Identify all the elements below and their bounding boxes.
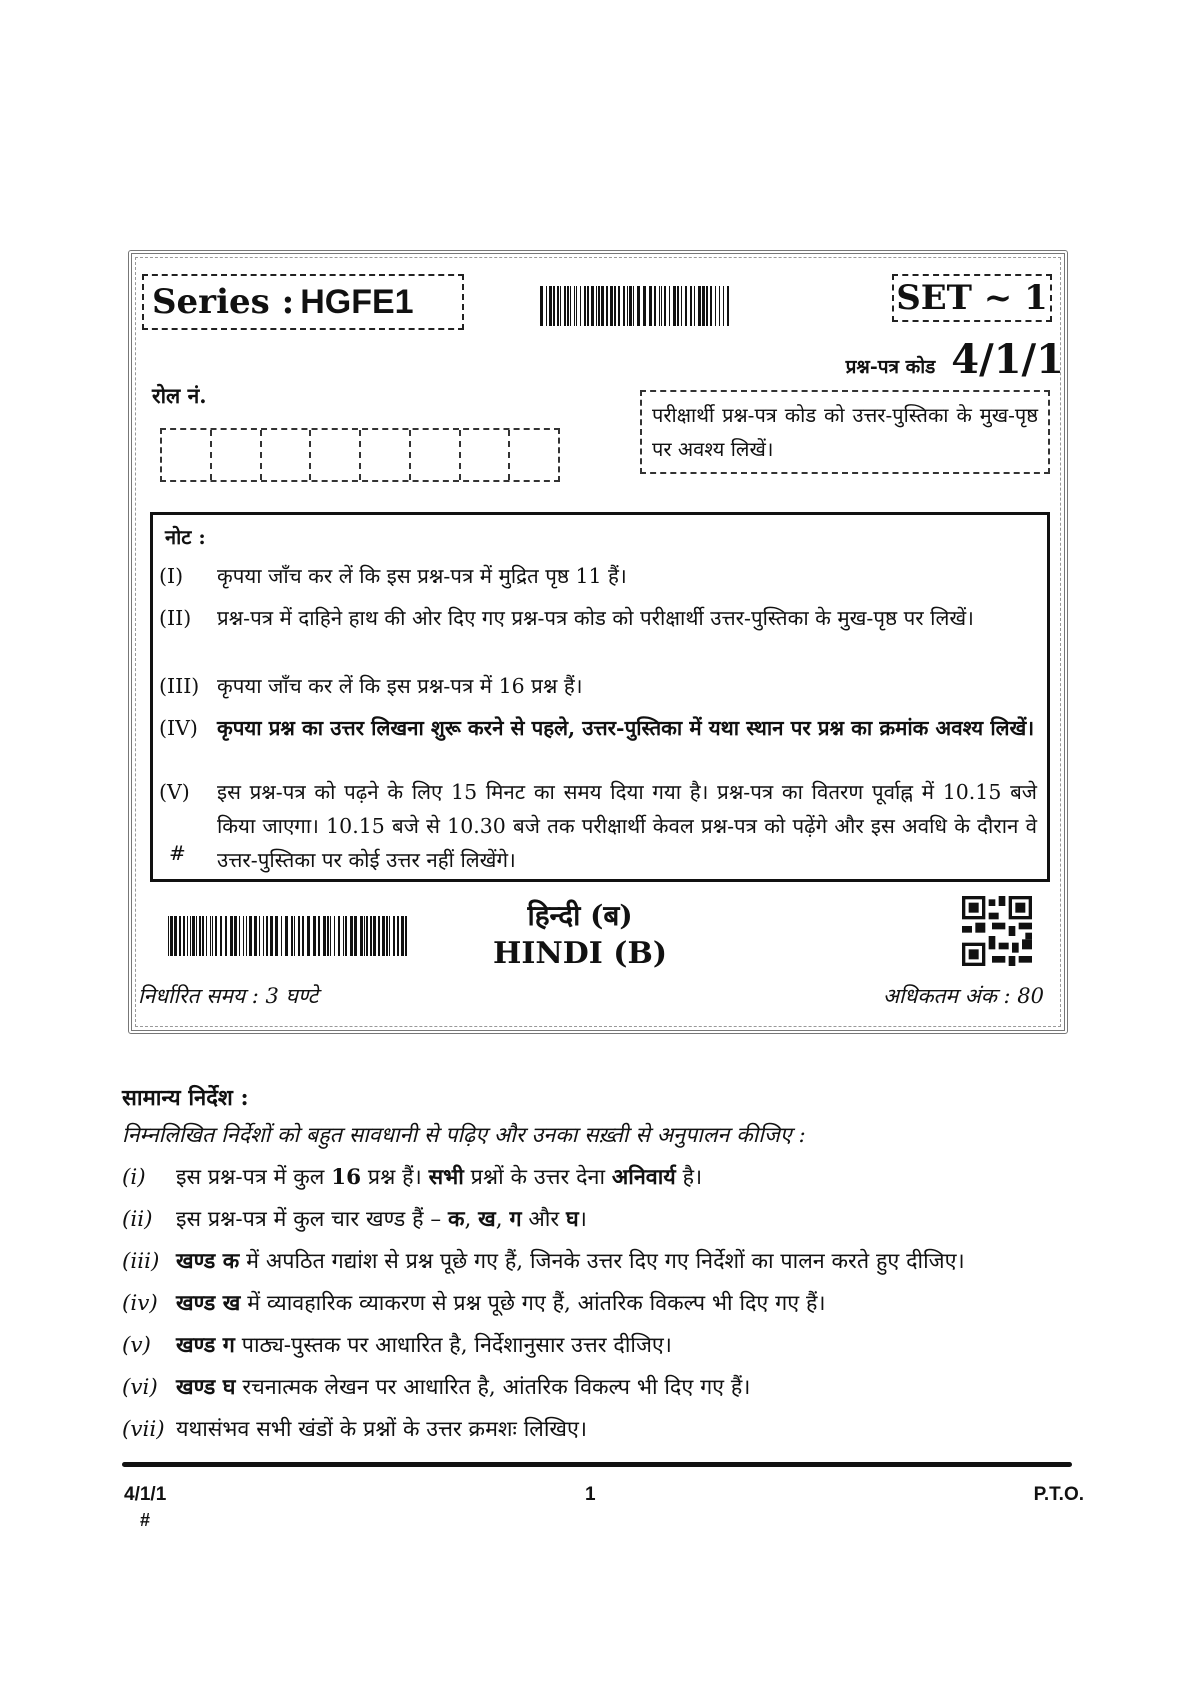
barcode-bar (591, 286, 594, 326)
barcode-bar (397, 916, 399, 956)
barcode-bar (664, 286, 666, 326)
barcode-bar (576, 286, 577, 326)
barcode-bar (654, 286, 656, 326)
barcode-bar (234, 916, 237, 956)
barcode-bar (560, 286, 561, 326)
note-item-text: कृपया जाँच कर लें कि इस प्रश्न-पत्र में 16 प्रश्न हैं। (217, 674, 583, 698)
roll-digit-box (510, 430, 558, 480)
series-value: HGFE1 (300, 282, 414, 321)
set-box (892, 274, 1052, 322)
barcode-bar (633, 286, 634, 326)
instruction-bold: खण्ड ख (176, 1291, 241, 1316)
instruction-bold: ख (478, 1207, 496, 1232)
instruction-number: (vi) (122, 1375, 158, 1400)
paper-code-label: प्रश्न-पत्र कोड (845, 356, 936, 378)
instruction-text: पाठ्य-पुस्तक पर आधारित है, निर्देशानुसार उत्तर दीजिए। (234, 1333, 672, 1358)
barcode-bar (298, 916, 300, 956)
barcode-bar (549, 286, 552, 326)
note-item-number: (I) (159, 564, 184, 588)
instruction-bold: घ (566, 1207, 579, 1232)
barcode-bar (323, 916, 326, 956)
instruction-bold: अनिवार्य (611, 1165, 676, 1190)
barcode-bar (239, 916, 240, 956)
instruction-number: (iv) (122, 1291, 158, 1316)
barcode-bar (230, 916, 233, 956)
barcode-bar (698, 286, 701, 326)
barcode-bar (401, 916, 404, 956)
barcode-bar (596, 286, 597, 326)
barcode-bar (570, 286, 571, 326)
barcode-bar (629, 286, 632, 326)
instruction-bold: खण्ड घ (176, 1375, 236, 1400)
barcode-bar (246, 916, 247, 956)
maximum-marks: अधिकतम अंक : 80 (882, 984, 1044, 1008)
barcode-bar (270, 916, 273, 956)
note-box (150, 512, 1050, 882)
barcode-bar (673, 286, 676, 326)
instruction-item (122, 1414, 1072, 1443)
barcode-bar (338, 916, 340, 956)
barcode-bar (330, 916, 331, 956)
barcode-bar (587, 286, 589, 326)
barcode-bar (627, 286, 628, 326)
barcode-bar (196, 916, 197, 956)
barcode-bar (382, 916, 385, 956)
barcode-bar (343, 916, 344, 956)
barcode-bar (574, 286, 575, 326)
roll-digit-box (162, 430, 212, 480)
barcode-bar (540, 286, 543, 326)
instruction-text: में व्यावहारिक व्याकरण से प्रश्न पूछे गए हैं, आंतरिक विकल्प भी दिए गए हैं। (240, 1291, 826, 1316)
instruction-bold: ग (509, 1207, 522, 1232)
series-box (142, 274, 464, 330)
barcode-bar (393, 916, 395, 956)
barcode-bar (661, 286, 662, 326)
barcode-bar (183, 916, 185, 956)
instruction-item (122, 1372, 1072, 1401)
barcode-bar (259, 916, 260, 956)
barcode-bar (212, 916, 213, 956)
barcode-bar (378, 916, 380, 956)
barcode-bar (364, 916, 365, 956)
barcode-bar (281, 916, 282, 956)
set-label: SET ~ 1 (896, 278, 1048, 318)
instruction-text: इस प्रश्न-पत्र में कुल चार खण्ड हैं – (176, 1207, 448, 1232)
barcode-bar (681, 286, 682, 326)
instruction-item (122, 1246, 1072, 1275)
barcode-bar (266, 916, 268, 956)
series-label: Series : (152, 282, 295, 322)
instruction-bold: क (447, 1207, 465, 1232)
barcode-bar (291, 916, 293, 956)
barcode-bar (649, 286, 652, 326)
note-item-text: कृपया प्रश्न का उत्तर लिखना शुरू करने से पहले, उत्तर-पुस्तिका में यथा स्थान पर प्रश्न का क्रमांक अवश्य लिखें। (217, 716, 1035, 740)
footer-rule (122, 1462, 1072, 1467)
barcode-bar (345, 916, 347, 956)
barcode-bar (370, 916, 372, 956)
barcode-bar (206, 916, 207, 956)
barcode-bar (263, 916, 264, 956)
barcode-bar (243, 916, 244, 956)
instruction-bold: खण्ड क (176, 1249, 240, 1274)
instruction-bold: सभी (428, 1165, 464, 1190)
roll-digit-box (461, 430, 511, 480)
barcode-bar (285, 916, 288, 956)
barcode-bar (557, 286, 559, 326)
instruction-item (122, 1204, 1072, 1233)
barcode-bar (706, 286, 708, 326)
barcode-bar (386, 916, 388, 956)
barcode-bar (202, 916, 204, 956)
barcode-bar (715, 286, 716, 326)
barcode-bar (659, 286, 660, 326)
barcode-bar (677, 286, 679, 326)
note-title: नोट : (165, 525, 206, 549)
barcode-bar (210, 916, 211, 956)
barcode-bar (723, 286, 724, 326)
barcode-bar (294, 916, 295, 956)
barcode-bar (690, 286, 692, 326)
barcode-bar (215, 916, 217, 956)
barcode-bar (225, 916, 227, 956)
barcode-bar (564, 286, 566, 326)
note-item-number: (III) (159, 674, 200, 698)
roll-number-field (160, 428, 560, 482)
instruction-text: , (495, 1207, 510, 1232)
roll-digit-box (311, 430, 361, 480)
barcode-bar (546, 286, 547, 326)
instruction-text: इस प्रश्न-पत्र में कुल (176, 1165, 332, 1190)
instruction-item (122, 1288, 1072, 1317)
qr-code-icon (962, 896, 1032, 966)
subject-title-hindi: हिन्दी (ब) (527, 899, 633, 932)
barcode-bar (187, 916, 188, 956)
instruction-bold: खण्ड ग (176, 1333, 235, 1358)
barcode-bar (170, 916, 173, 956)
instruction-text: । (578, 1207, 587, 1232)
general-instructions-title: सामान्य निर्देश : (122, 1085, 249, 1111)
barcode-bar (710, 286, 712, 326)
barcode-bar (360, 916, 363, 956)
barcode-top (540, 286, 734, 326)
barcode-bar (174, 916, 177, 956)
roll-digit-box (262, 430, 312, 480)
instruction-text: यथासंभव सभी खंडों के प्रश्नों के उत्तर क्रमशः लिखिए। (176, 1417, 588, 1442)
barcode-bar (618, 286, 620, 326)
barcode-bar (610, 286, 613, 326)
general-instructions-intro: निम्नलिखित निर्देशों को बहुत सावधानी से पढ़िए और उनका सख़्ती से अनुपालन कीजिए : (122, 1123, 806, 1148)
barcode-bar (643, 286, 646, 326)
barcode-bar (623, 286, 625, 326)
note-item-number: (II) (159, 606, 192, 630)
barcode-bar (168, 916, 169, 956)
barcode-bottom (168, 916, 408, 956)
barcode-bar (389, 916, 390, 956)
barcode-bar (307, 916, 310, 956)
note-item-number: (V) (159, 780, 190, 804)
note-item-text: प्रश्न-पत्र में दाहिने हाथ की ओर दिए गए प्रश्न-पत्र कोड को परीक्षार्थी उत्तर-पुस्तिका के मुख-पृष्ठ पर लिखें। (217, 606, 974, 630)
note-item-text: कृपया जाँच कर लें कि इस प्रश्न-पत्र में मुद्रित पृष्ठ 11 हैं। (217, 564, 627, 588)
instruction-number: (v) (122, 1333, 151, 1358)
barcode-bar (553, 286, 555, 326)
barcode-bar (334, 916, 335, 956)
note-item-number: (IV) (159, 716, 198, 740)
instruction-text: प्रश्न हैं। (361, 1165, 429, 1190)
footer-paper-code: 4/1/1 (124, 1484, 167, 1505)
instruction-number: (ii) (122, 1207, 153, 1232)
barcode-bar (669, 286, 670, 326)
barcode-bar (373, 916, 376, 956)
instruction-text: में अपठित गद्यांश से प्रश्न पूछे गए हैं, जिनके उत्तर दिए गए निर्देशों का पालन करते हुए दीजिए। (239, 1249, 965, 1274)
barcode-bar (366, 916, 368, 956)
barcode-bar (719, 286, 720, 326)
code-instruction-box: परीक्षार्थी प्रश्न-पत्र कोड को उत्तर-पुस्तिका के मुख-पृष्ठ पर अवश्य लिखें। (640, 390, 1050, 474)
instruction-text: , (464, 1207, 479, 1232)
barcode-bar (327, 916, 329, 956)
hash-mark: # (169, 841, 186, 865)
barcode-bar (584, 286, 586, 326)
barcode-bar (685, 286, 687, 326)
page-number: 1 (585, 1484, 596, 1505)
instruction-number: (iii) (122, 1249, 160, 1274)
barcode-bar (614, 286, 616, 326)
pto-label: P.T.O. (1033, 1484, 1084, 1505)
footer-hash: # (140, 1510, 151, 1530)
barcode-bar (601, 286, 604, 326)
barcode-bar (567, 286, 569, 326)
barcode-bar (350, 916, 353, 956)
barcode-bar (190, 916, 191, 956)
instruction-text: है। (675, 1165, 703, 1190)
instruction-bold: 16 (331, 1165, 362, 1190)
time-allowed: निर्धारित समय : 3 घण्टे (138, 984, 319, 1008)
barcode-bar (249, 916, 252, 956)
barcode-bar (275, 916, 278, 956)
paper-code-value: 4/1/1 (951, 336, 1064, 383)
barcode-bar (354, 916, 357, 956)
barcode-bar (254, 916, 257, 956)
roll-number-label: रोल नं. (152, 383, 207, 408)
barcode-bar (606, 286, 608, 326)
barcode-bar (694, 286, 695, 326)
roll-digit-box (212, 430, 262, 480)
instruction-text: प्रश्नों के उत्तर देना (463, 1165, 612, 1190)
instruction-text: और (521, 1207, 567, 1232)
barcode-bar (580, 286, 581, 326)
barcode-bar (598, 286, 600, 326)
instruction-number: (i) (122, 1165, 146, 1190)
instruction-number: (vii) (122, 1417, 165, 1442)
roll-digit-box (361, 430, 411, 480)
roll-digit-box (411, 430, 461, 480)
subject-title-english: HINDI (B) (492, 936, 668, 971)
barcode-bar (405, 916, 407, 956)
barcode-bar (302, 916, 304, 956)
barcode-bar (179, 916, 181, 956)
instruction-text: रचनात्मक लेखन पर आधारित है, आंतरिक विकल्प भी दिए गए हैं। (235, 1375, 751, 1400)
barcode-bar (727, 286, 729, 326)
barcode-bar (199, 916, 201, 956)
note-item-text: इस प्रश्न-पत्र को पढ़ने के लिए 15 मिनट का समय दिया गया है। प्रश्न-पत्र का वितरण पूर्वाह्न में 10.15 बजे किया जाएगा। 10.15 बजे से 10.30 बजे तक परीक्षार्थी केवल प्रश्न-पत्र को पढ़ेंगे और इस अवधि के दौरान वे उत्तर-पुस्तिका पर कोई उत्तर नहीं लिखेंगे। (217, 780, 1037, 872)
paper-code-row (764, 336, 1064, 386)
barcode-bar (318, 916, 320, 956)
instruction-item (122, 1330, 1072, 1359)
instruction-item (122, 1162, 1072, 1191)
barcode-bar (702, 286, 705, 326)
barcode-bar (313, 916, 316, 956)
barcode-bar (192, 916, 195, 956)
barcode-bar (220, 916, 222, 956)
barcode-bar (637, 286, 640, 326)
